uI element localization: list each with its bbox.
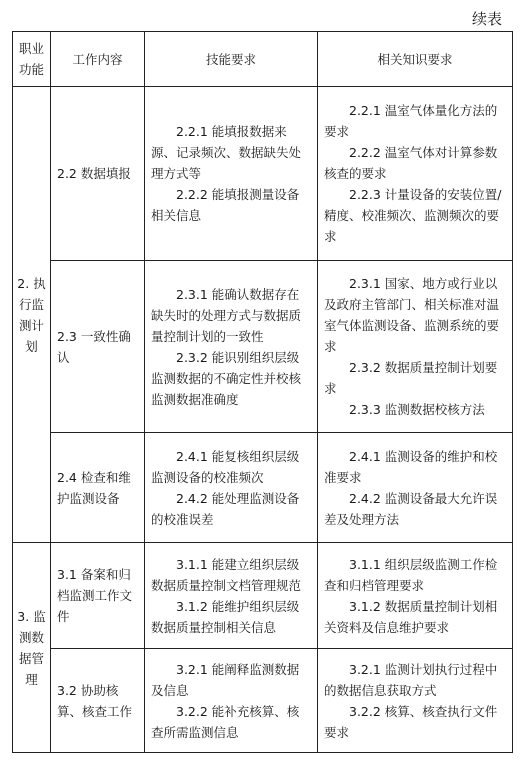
- skill-item: 2.2.2 能填报测量设备相关信息: [151, 187, 300, 223]
- table-row: [13, 261, 513, 433]
- knowledge-item: 2.3.3 监测数据校核方法: [349, 402, 485, 417]
- header-function: 职业功能: [13, 32, 51, 87]
- table-row: [13, 543, 513, 649]
- table-row: [13, 649, 513, 753]
- skills-cell: [145, 543, 318, 649]
- knowledge-item: 3.1.1 组织层级监测工作检查和归档管理要求: [324, 556, 498, 593]
- skill-item: 3.1.2 能维护组织层级数据质量控制相关信息: [151, 598, 300, 635]
- table-row: [13, 433, 513, 543]
- skill-item: 2.4.2 能处理监测设备的校准误差: [151, 490, 300, 527]
- skills-cell: [145, 649, 318, 753]
- skills-cell: [145, 261, 318, 433]
- header-work: 工作内容: [51, 32, 145, 87]
- function-cell: 3. 监测数据管理: [13, 543, 51, 753]
- continued-label: 续表: [471, 10, 502, 28]
- skill-item: 2.4.1 能复核组织层级监测设备的校准频次: [151, 448, 300, 485]
- table-row: [13, 87, 513, 261]
- skills-cell: [145, 433, 318, 543]
- table-header-row: [13, 32, 513, 87]
- knowledge-item: 2.3.1 国家、地方或行业以及政府主管部门、相关标准对温室气体监测设备、监测系统的要求: [324, 276, 500, 354]
- knowledge-cell: [318, 543, 513, 649]
- skill-standard-table: [12, 31, 513, 753]
- knowledge-cell: [318, 433, 513, 543]
- knowledge-item: 3.2.2 核算、核查执行文件要求: [324, 703, 498, 740]
- function-cell: 2. 执行监测计划: [13, 87, 51, 543]
- knowledge-item: 2.2.1 温室气体量化方法的要求: [324, 103, 498, 139]
- knowledge-item: 2.2.3 计量设备的安装位置/精度、校准频次、监测频次的要求: [324, 187, 502, 244]
- skill-item: 3.2.1 能阐释监测数据及信息: [151, 661, 300, 698]
- knowledge-item: 2.2.2 温室气体对计算参数核查的要求: [324, 145, 498, 181]
- work-cell: 2.3 一致性确认: [51, 261, 145, 433]
- knowledge-cell: [318, 261, 513, 433]
- skills-cell: [145, 87, 318, 261]
- header-skills: 技能要求: [145, 32, 318, 87]
- knowledge-cell: [318, 87, 513, 261]
- knowledge-item: 2.4.2 监测设备最大允许误差及处理方法: [324, 490, 498, 527]
- knowledge-item: 3.2.1 监测计划执行过程中的数据信息获取方式: [324, 661, 498, 698]
- work-cell: 3.1 备案和归档监测工作文件: [51, 543, 145, 649]
- work-cell: 3.2 协助核算、核查工作: [51, 649, 145, 753]
- knowledge-item: 2.3.2 数据质量控制计划要求: [324, 360, 498, 396]
- knowledge-item: 2.4.1 监测设备的维护和校准要求: [324, 448, 498, 485]
- header-knowledge: 相关知识要求: [318, 32, 513, 87]
- skill-item: 2.3.2 能识别组织层级监测数据的不确定性并校核监测数据准确度: [151, 349, 302, 407]
- skill-item: 3.1.1 能建立组织层级数据质量控制文档管理规范: [151, 556, 302, 593]
- work-cell: 2.2 数据填报: [51, 87, 145, 261]
- skill-item: 2.2.1 能填报数据来源、记录频次、数据缺失处理方式等: [151, 124, 302, 181]
- knowledge-cell: [318, 649, 513, 753]
- skill-item: 2.3.1 能确认数据存在缺失时的处理方式与数据质量控制计划的一致性: [151, 286, 302, 344]
- work-cell: 2.4 检查和维护监测设备: [51, 433, 145, 543]
- knowledge-item: 3.1.2 数据质量控制计划相关资料及信息维护要求: [324, 598, 498, 635]
- skill-item: 3.2.2 能补充核算、核查所需监测信息: [151, 703, 300, 740]
